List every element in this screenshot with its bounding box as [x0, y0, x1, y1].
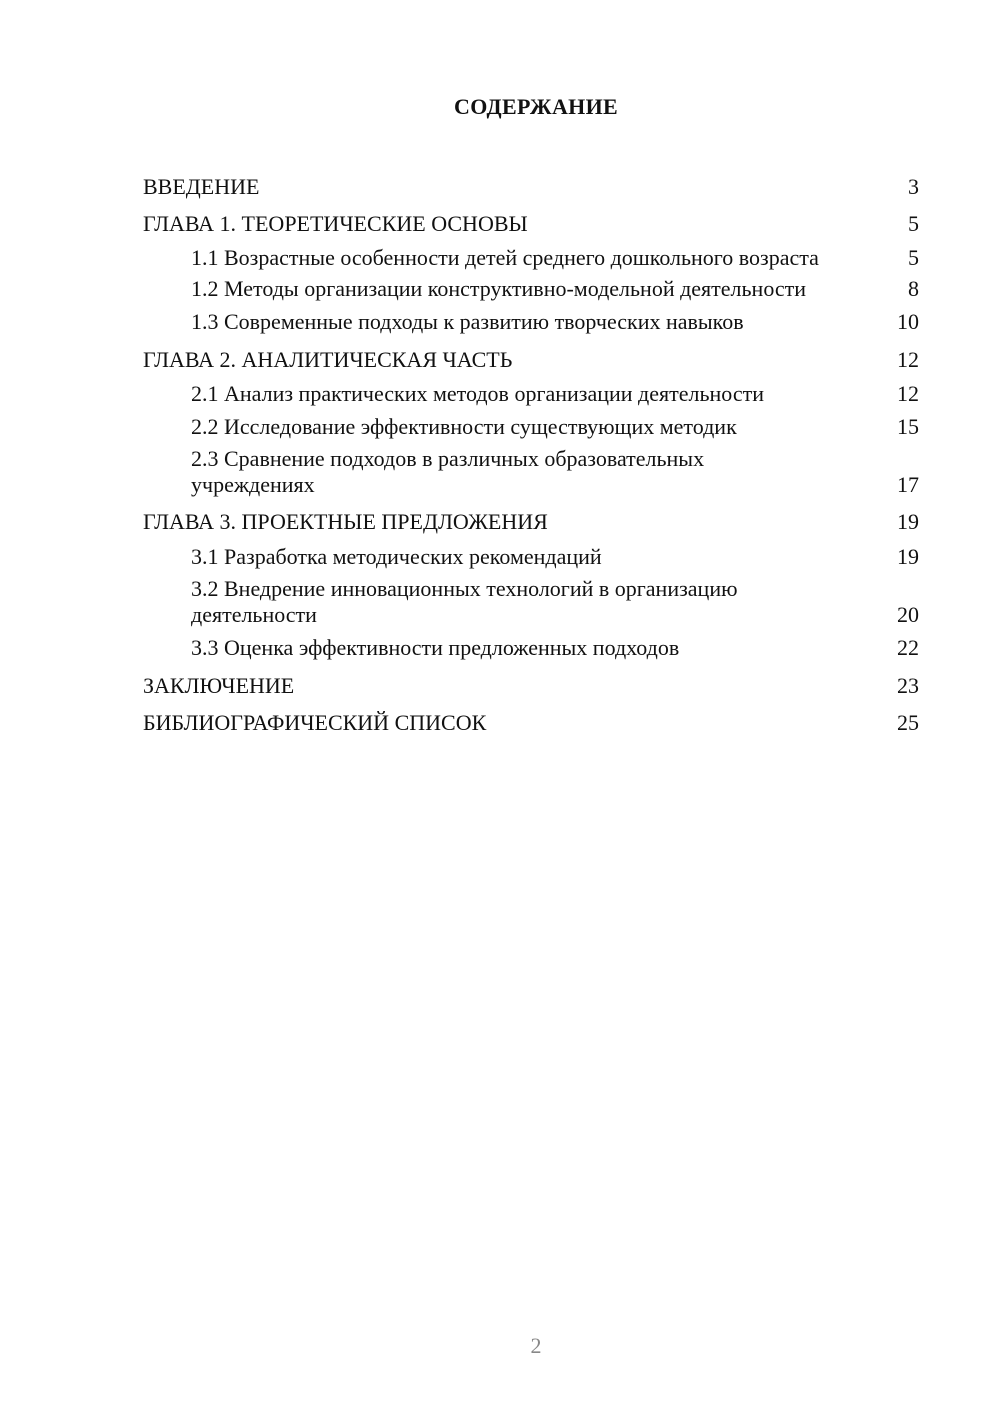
toc-entry-page: 8 — [908, 276, 919, 301]
toc-entry-page: 25 — [897, 709, 919, 735]
toc-entry-chapter-3 — [143, 503, 919, 540]
toc-title: СОДЕРЖАНИЕ — [454, 94, 618, 119]
page-number: 2 — [530, 1333, 542, 1358]
toc-entry-page: 10 — [897, 309, 919, 334]
toc-entry-page: 20 — [897, 602, 919, 627]
toc-entry-label: ГЛАВА 3. ПРОЕКТНЫЕ ПРЕДЛОЖЕНИЯ — [143, 508, 548, 534]
toc-entry-conclusion — [143, 667, 919, 704]
toc-entry-page: 19 — [897, 544, 919, 569]
toc-entry-section-1-3 — [143, 307, 919, 337]
toc-entry-label: ГЛАВА 2. АНАЛИТИЧЕСКАЯ ЧАСТЬ — [143, 346, 513, 372]
toc-entry-introduction — [143, 168, 919, 205]
toc-entry-chapter-1 — [143, 205, 919, 242]
toc-entry-label: ГЛАВА 1. ТЕОРЕТИЧЕСКИЕ ОСНОВЫ — [143, 210, 528, 236]
toc-entry-label: 1.2 Методы организации конструктивно-модельной деятельности — [191, 276, 807, 301]
toc-entry-label: 3.1 Разработка методических рекомендаций — [191, 544, 602, 569]
toc-entry-page: 5 — [908, 210, 919, 236]
toc-entry-label: 3.2 Внедрение инновационных технологий в организацию деятельности — [191, 576, 738, 627]
toc-entry-section-1-1 — [143, 245, 919, 271]
toc-entry-label: 3.3 Оценка эффективности предложенных подходов — [191, 635, 680, 660]
toc-entry-bibliography — [143, 704, 919, 741]
toc-entry-chapter-2 — [143, 341, 919, 378]
toc-entry-page: 12 — [897, 381, 919, 406]
toc-entry-page: 17 — [897, 472, 919, 497]
toc-entry-label: ЗАКЛЮЧЕНИЕ — [143, 672, 295, 698]
toc-entry-page: 3 — [908, 173, 919, 199]
toc-entry-label: 1.3 Современные подходы к развитию творческих навыков — [191, 309, 744, 334]
toc-entry-page: 5 — [908, 245, 919, 270]
toc-entry-section-1-2 — [143, 276, 919, 302]
toc-entry-label: 1.1 Возрастные особенности детей среднего дошкольного возраста — [191, 245, 819, 270]
toc-entry-label: 2.3 Сравнение подходов в различных образовательных учреждениях — [191, 446, 705, 497]
toc-entry-section-3-1 — [143, 542, 919, 572]
table-of-contents — [143, 168, 919, 741]
toc-entry-label: 2.1 Анализ практических методов организации деятельности — [191, 381, 764, 406]
toc-entry-label: БИБЛИОГРАФИЧЕСКИЙ СПИСОК — [143, 709, 487, 735]
toc-entry-page: 15 — [897, 414, 919, 439]
toc-entry-section-3-2 — [143, 576, 919, 628]
toc-entry-page: 12 — [897, 346, 919, 372]
toc-entry-section-2-2 — [143, 412, 919, 442]
toc-entry-label: ВВЕДЕНИЕ — [143, 173, 260, 199]
toc-entry-page: 19 — [897, 508, 919, 534]
toc-entry-section-3-3 — [143, 633, 919, 663]
toc-entry-page: 22 — [897, 635, 919, 660]
toc-entry-label: 2.2 Исследование эффективности существующих методик — [191, 414, 737, 439]
toc-entry-section-2-3 — [143, 446, 919, 498]
toc-entry-page: 23 — [897, 672, 919, 698]
toc-entry-section-2-1 — [143, 381, 919, 407]
